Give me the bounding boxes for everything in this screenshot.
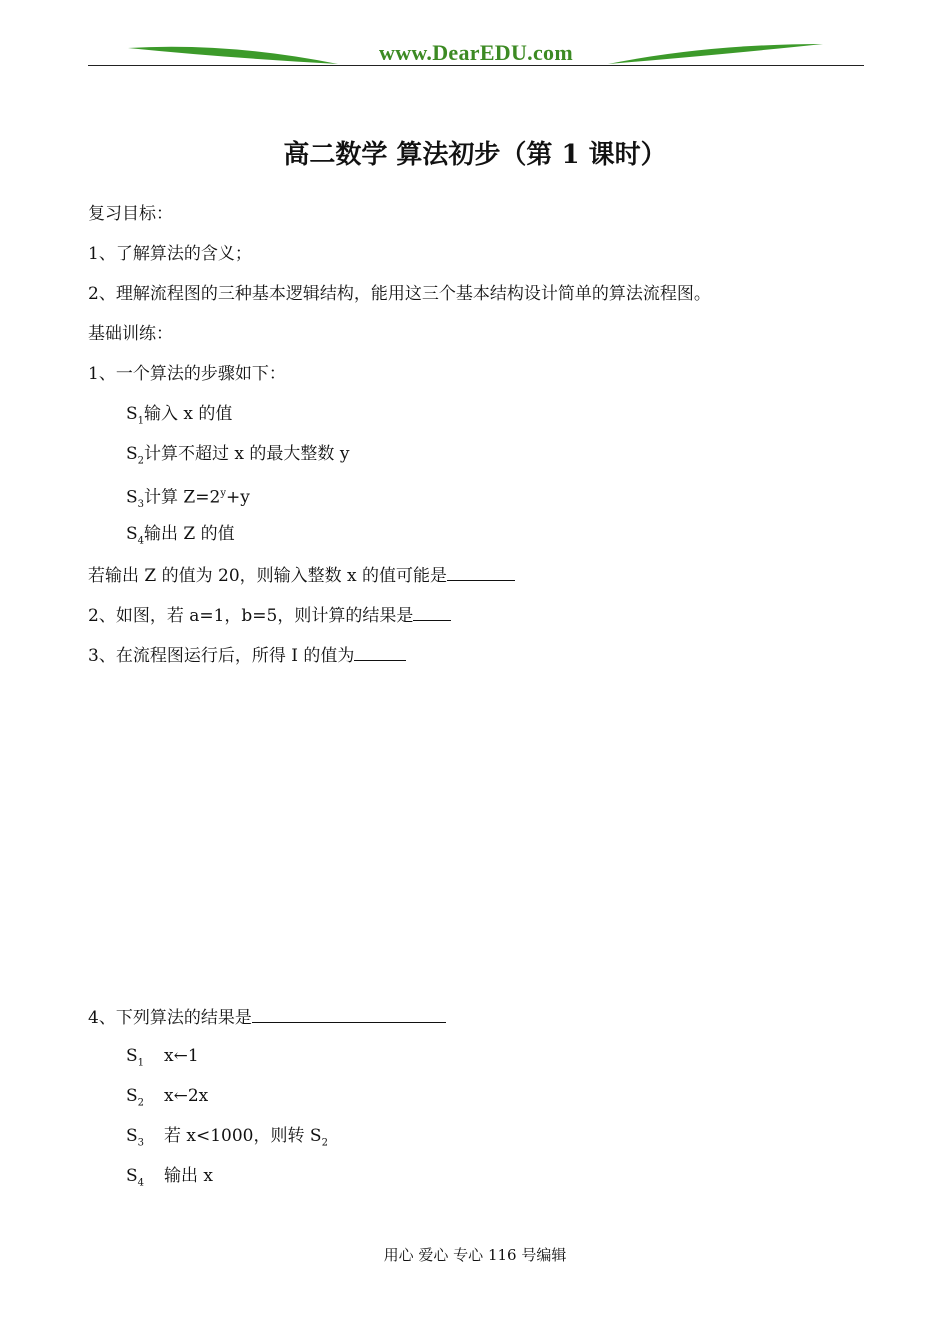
q1-step-2: $S_2$计算不超过 x 的最大整数 y <box>126 444 350 467</box>
answer-blank <box>252 1004 446 1023</box>
training-heading: 基础训练： <box>88 324 173 344</box>
q1-stem: 1、一个算法的步骤如下： <box>88 364 286 384</box>
q1-step-1: $S_1$输入 x 的值 <box>126 404 233 427</box>
q2: 2、如图，若 a=1，b=5，则计算的结果是 <box>88 602 451 628</box>
q1-step-3: $S_3$计算 $Z=2^y+y$ <box>126 487 250 511</box>
q4-step-4: $S_4$ 输出 x <box>126 1166 213 1189</box>
q4-step-2: $S_2$ x←2x <box>126 1086 209 1109</box>
q1-question: 若输出 Z 的值为 20，则输入整数 x 的值可能是 <box>88 562 515 588</box>
page-title: 高二数学 算法初步（第 1 课时） <box>283 140 667 170</box>
answer-blank <box>447 562 515 581</box>
q3: 3、在流程图运行后，所得 I 的值为 <box>88 642 406 668</box>
q1-step-4: $S_4$输出 Z 的值 <box>126 524 235 547</box>
review-heading: 复习目标： <box>88 204 173 224</box>
header-rule <box>88 65 864 66</box>
answer-blank <box>354 642 406 661</box>
q4-stem: 4、下列算法的结果是 <box>88 1004 446 1030</box>
q4-step-1: $S_1$ x←1 <box>126 1046 199 1069</box>
site-url: www.DearEDU.com <box>379 40 573 65</box>
q4-step-3: $S_3$ 若 x<1000，则转 $S_2$ <box>126 1126 328 1149</box>
page-footer: 用心 爱心 专心 116 号编辑 <box>383 1246 567 1264</box>
review-item-2: 2、理解流程图的三种基本逻辑结构，能用这三个基本结构设计简单的算法流程图。 <box>88 284 711 304</box>
answer-blank <box>413 602 451 621</box>
review-item-1: 1、了解算法的含义； <box>88 244 252 264</box>
